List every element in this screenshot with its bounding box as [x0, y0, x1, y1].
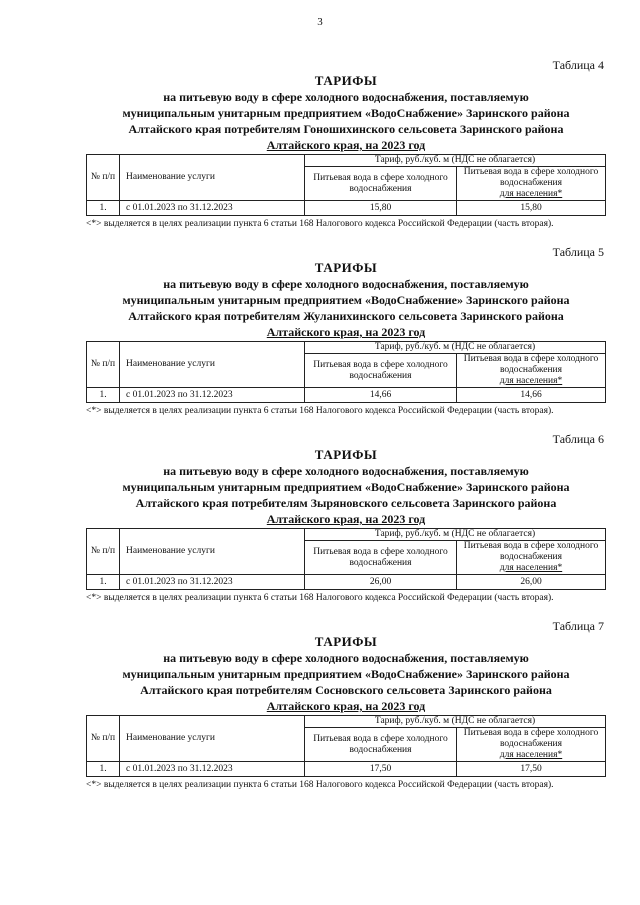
row-period: с 01.01.2023 по 31.12.2023 — [120, 762, 305, 777]
section-heading-line: муниципальным унитарным предприятием «ВодоСнабжение» Заринского района — [122, 667, 570, 681]
section-heading-line: муниципальным унитарным предприятием «ВодоСнабжение» Заринского района — [122, 106, 570, 120]
table-row — [87, 388, 606, 403]
section-heading-line: на питьевую воду в сфере холодного водоснабжения, поставляемую — [163, 651, 529, 665]
header-tariff: Тариф, руб./куб. м (НДС не облагается) — [305, 529, 606, 541]
header-drinking-water: Питьевая вода в сфере холодного водоснабжения — [305, 541, 457, 575]
section-title: ТАРИФЫ — [314, 73, 378, 88]
section-heading-line: муниципальным унитарным предприятием «ВодоСнабжение» Заринского района — [122, 480, 570, 494]
row-tariff: 26,00 — [305, 575, 457, 590]
section-heading-last-line: Алтайского края, на 2023 год — [266, 512, 426, 526]
row-tariff-population: 26,00 — [457, 575, 606, 590]
section-heading-line: на питьевую воду в сфере холодного водоснабжения, поставляемую — [163, 464, 529, 478]
table-label: Таблица 4 — [552, 58, 604, 72]
header-drinking-water: Питьевая вода в сфере холодного водоснабжения — [305, 728, 457, 762]
row-tariff-population: 14,66 — [457, 388, 606, 403]
section-title: ТАРИФЫ — [314, 634, 378, 649]
header-num: № п/п — [87, 155, 120, 201]
section-title: ТАРИФЫ — [314, 260, 378, 275]
table-label: Таблица 7 — [552, 619, 604, 633]
row-period: с 01.01.2023 по 31.12.2023 — [120, 201, 305, 216]
header-drinking-water: Питьевая вода в сфере холодного водоснабжения — [305, 354, 457, 388]
table-row — [87, 575, 606, 590]
section-heading-last-line: Алтайского края, на 2023 год — [266, 699, 426, 713]
header-drinking-water-population: Питьевая вода в сфере холодного водоснабжения для населения* — [457, 167, 606, 201]
header-tariff: Тариф, руб./куб. м (НДС не облагается) — [305, 155, 606, 167]
footnote: <*> выделяется в целях реализации пункта 6 статьи 168 Налогового кодекса Российской Федерации (часть вторая). — [86, 780, 554, 790]
row-tariff: 17,50 — [305, 762, 457, 777]
header-num: № п/п — [87, 342, 120, 388]
table-label: Таблица 6 — [552, 432, 604, 446]
row-tariff: 15,80 — [305, 201, 457, 216]
table-row — [87, 762, 606, 777]
header-drinking-water-population: Питьевая вода в сфере холодного водоснабжения для населения* — [457, 541, 606, 575]
section-heading-line: на питьевую воду в сфере холодного водоснабжения, поставляемую — [163, 90, 529, 104]
tariff-section-4 — [86, 57, 606, 230]
table-row — [87, 201, 606, 216]
section-heading-line: Алтайского края потребителям Зыряновского сельсовета Заринского района — [135, 496, 557, 510]
header-service-name: Наименование услуги — [120, 155, 305, 201]
header-tariff: Тариф, руб./куб. м (НДС не облагается) — [305, 342, 606, 354]
header-service-name: Наименование услуги — [120, 342, 305, 388]
tariff-section-7 — [86, 618, 606, 791]
page-number: 3 — [317, 16, 323, 28]
section-heading-line: Алтайского края потребителям Сосновского сельсовета Заринского района — [140, 683, 552, 697]
row-num: 1. — [87, 201, 120, 216]
footnote: <*> выделяется в целях реализации пункта 6 статьи 168 Налогового кодекса Российской Федерации (часть вторая). — [86, 593, 554, 603]
header-drinking-water-population: Питьевая вода в сфере холодного водоснабжения для населения* — [457, 728, 606, 762]
tariff-table — [86, 154, 606, 216]
header-drinking-water: Питьевая вода в сфере холодного водоснабжения — [305, 167, 457, 201]
section-title: ТАРИФЫ — [314, 447, 378, 462]
row-tariff: 14,66 — [305, 388, 457, 403]
tariff-section-5 — [86, 244, 606, 417]
row-num: 1. — [87, 575, 120, 590]
header-drinking-water-population: Питьевая вода в сфере холодного водоснабжения для населения* — [457, 354, 606, 388]
footnote: <*> выделяется в целях реализации пункта 6 статьи 168 Налогового кодекса Российской Федерации (часть вторая). — [86, 406, 554, 416]
section-heading-line: Алтайского края потребителям Гоношихинского сельсовета Заринского района — [128, 122, 564, 136]
header-tariff: Тариф, руб./куб. м (НДС не облагается) — [305, 716, 606, 728]
header-service-name: Наименование услуги — [120, 716, 305, 762]
section-heading-line: Алтайского края потребителям Жуланихинского сельсовета Заринского района — [128, 309, 564, 323]
section-heading-last-line: Алтайского края, на 2023 год — [266, 138, 426, 152]
row-num: 1. — [87, 388, 120, 403]
row-period: с 01.01.2023 по 31.12.2023 — [120, 388, 305, 403]
row-num: 1. — [87, 762, 120, 777]
tariff-table — [86, 341, 606, 403]
tariff-table — [86, 528, 606, 590]
table-label: Таблица 5 — [552, 245, 604, 259]
header-num: № п/п — [87, 716, 120, 762]
section-heading-last-line: Алтайского края, на 2023 год — [266, 325, 426, 339]
tariff-section-6 — [86, 431, 606, 604]
header-num: № п/п — [87, 529, 120, 575]
row-tariff-population: 15,80 — [457, 201, 606, 216]
section-heading-line: муниципальным унитарным предприятием «ВодоСнабжение» Заринского района — [122, 293, 570, 307]
row-period: с 01.01.2023 по 31.12.2023 — [120, 575, 305, 590]
tariff-table — [86, 715, 606, 777]
section-heading-line: на питьевую воду в сфере холодного водоснабжения, поставляемую — [163, 277, 529, 291]
row-tariff-population: 17,50 — [457, 762, 606, 777]
header-service-name: Наименование услуги — [120, 529, 305, 575]
footnote: <*> выделяется в целях реализации пункта 6 статьи 168 Налогового кодекса Российской Федерации (часть вторая). — [86, 219, 554, 229]
